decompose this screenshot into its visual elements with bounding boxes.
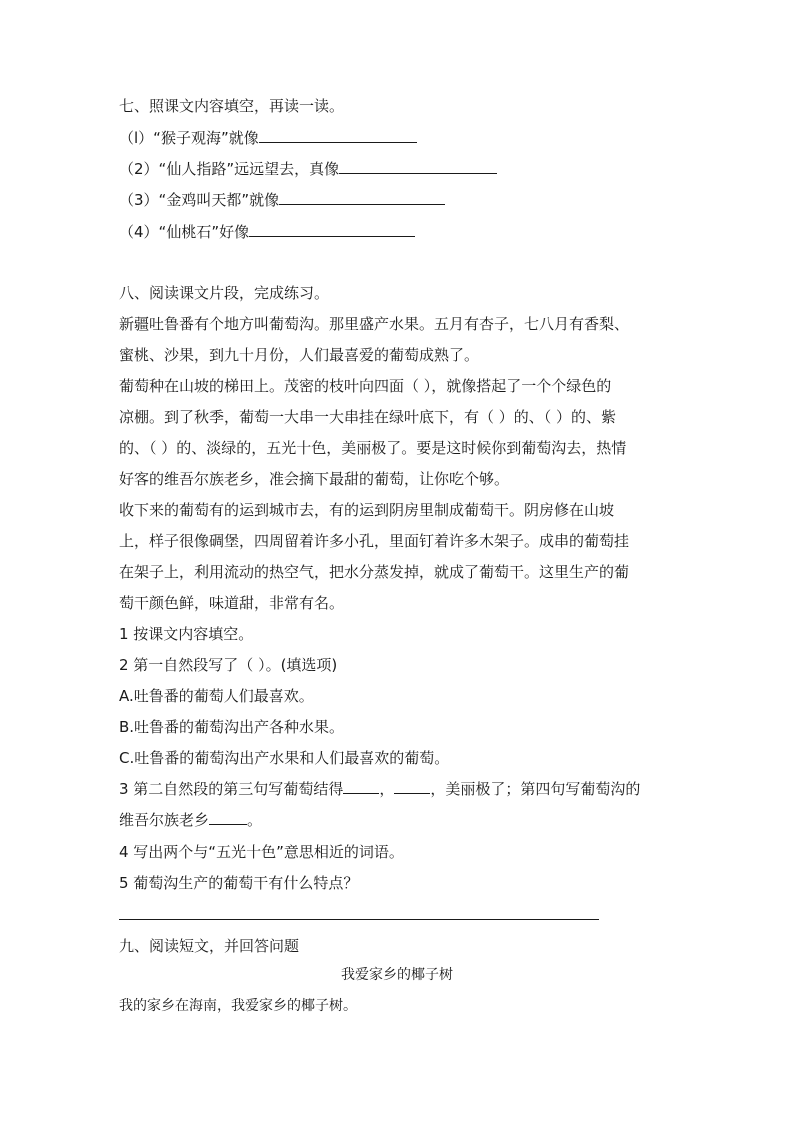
answer-blank[interactable]	[339, 159, 497, 174]
passage-line: 的、（ ）的、淡绿的，五光十色，美丽极了。要是这时候你到葡萄沟去，热情	[119, 439, 627, 457]
essay-title: 我爱家乡的椰子树	[341, 967, 453, 983]
s7-item-2: （2）“仙人指路”远远望去，真像	[119, 159, 497, 179]
passage-line: 收下来的葡萄有的运到城市去，有的运到阴房里制成葡萄干。阴房修在山坡	[119, 501, 615, 519]
answer-blank[interactable]	[279, 190, 445, 205]
answer-line[interactable]	[119, 919, 599, 920]
question-1: 1 按课文内容填空。	[119, 625, 254, 643]
s7-item-1: （l）“猴子观海”就像	[119, 128, 417, 148]
answer-blank[interactable]	[209, 810, 247, 825]
answer-blank[interactable]	[259, 128, 417, 143]
option-a: A.吐鲁番的葡萄人们最喜欢。	[119, 687, 314, 705]
question-2: 2 第一自然段写了（ ）。(填选项)	[119, 656, 338, 674]
question-3: 3 第二自然段的第三句写葡萄结得 ， ，美丽极了；第四句写葡萄沟的	[119, 780, 641, 798]
passage-line: 凉棚。到了秋季，葡萄一大串一大串挂在绿叶底下，有（ ）的、（ ）的、紫	[119, 408, 617, 426]
answer-blank[interactable]	[394, 779, 430, 794]
passage-line: 葡萄种在山坡的梯田上。茂密的枝叶向四面（ ），就像搭起了一个个绿色的	[119, 377, 612, 395]
section-9-title: 九、阅读短文，并回答问题	[119, 937, 300, 955]
answer-blank[interactable]	[249, 222, 415, 237]
question-4: 4 写出两个与“五光十色”意思相近的词语。	[119, 843, 404, 861]
answer-blank[interactable]	[343, 779, 379, 794]
s7-item-4: （4）“仙桃石”好像	[119, 222, 415, 242]
option-c: C.吐鲁番的葡萄沟出产水果和人们最喜欢的葡萄。	[119, 749, 450, 767]
passage-line: 好客的维吾尔族老乡，准会摘下最甜的葡萄，让你吃个够。	[119, 470, 510, 488]
passage-line: 萄干颜色鲜，味道甜，非常有名。	[119, 594, 345, 612]
question-3-cont: 维吾尔族老乡 。	[119, 811, 263, 829]
s7-item-3: （3）“金鸡叫天都”就像	[119, 190, 445, 210]
passage-line: 上，样子很像碉堡，四周留着许多小孔，里面钉着许多木架子。成串的葡萄挂	[119, 532, 630, 550]
passage-line: 在架子上，利用流动的热空气，把水分蒸发掉，就成了葡萄干。这里生产的葡	[119, 563, 630, 581]
passage-line: 蜜桃、沙果，到九十月份，人们最喜爱的葡萄成熟了。	[119, 346, 480, 364]
question-5: 5 葡萄沟生产的葡萄干有什么特点？	[119, 874, 359, 892]
section-7-title: 七、照课文内容填空，再读一读。	[119, 97, 345, 115]
section-8-title: 八、阅读课文片段，完成练习。	[119, 284, 330, 302]
passage-line: 新疆吐鲁番有个地方叫葡萄沟。那里盛产水果。五月有杏子，七八月有香梨、	[119, 315, 630, 333]
essay-line: 我的家乡在海南，我爱家乡的椰子树。	[119, 998, 357, 1014]
option-b: B.吐鲁番的葡萄沟出产各种水果。	[119, 718, 345, 736]
